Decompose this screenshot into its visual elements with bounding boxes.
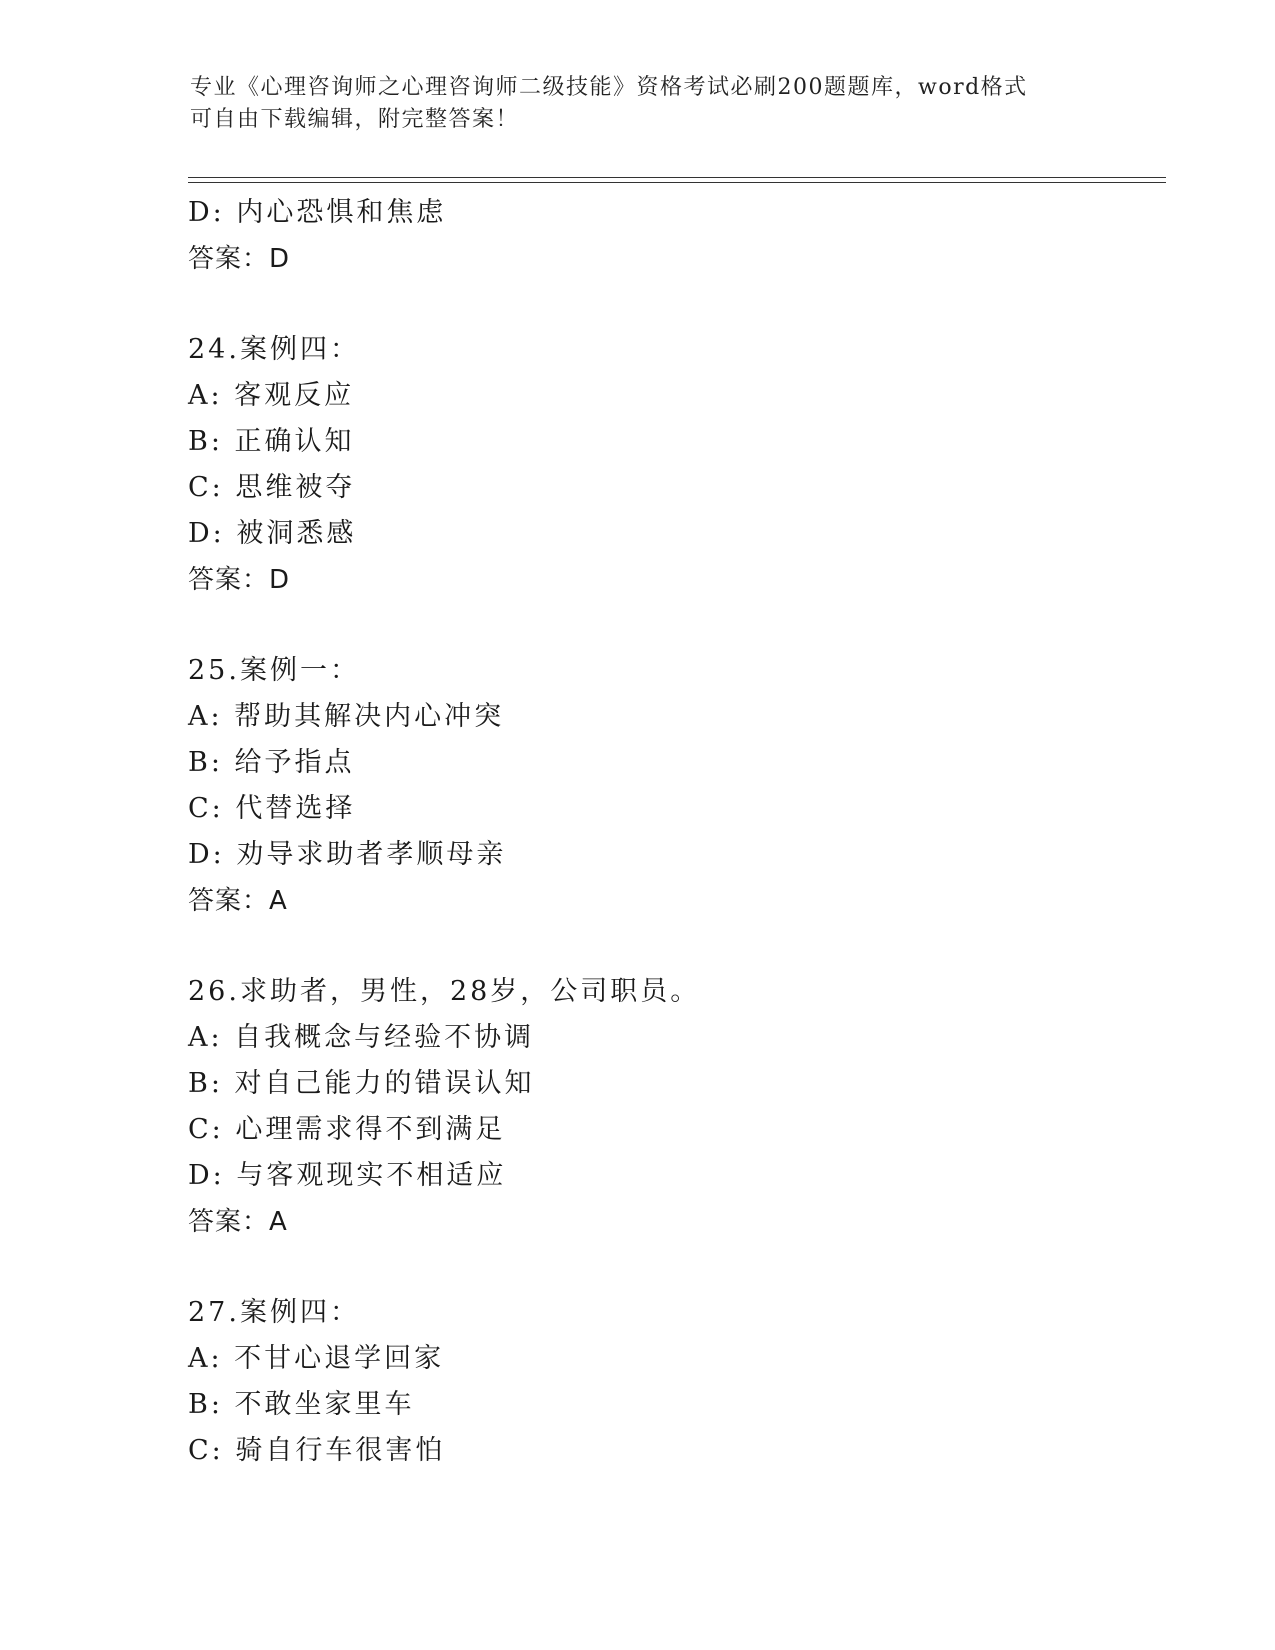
option-c: C: 代替选择 <box>188 793 356 824</box>
option-c: C: 骑自行车很害怕 <box>188 1435 446 1466</box>
option-b: B: 对自己能力的错误认知 <box>188 1068 535 1099</box>
answer-line: 答案：D <box>188 565 291 595</box>
option-b: B: 给予指点 <box>188 747 355 778</box>
header-divider-top <box>188 177 1166 178</box>
option-c: C: 思维被夺 <box>188 472 356 503</box>
option-d: D: 被洞悉感 <box>188 518 357 549</box>
header-divider-bottom <box>188 182 1166 183</box>
question-block <box>188 327 1168 603</box>
option-a: A: 客观反应 <box>188 380 355 411</box>
option-d: D: 劝导求助者孝顺母亲 <box>188 839 507 870</box>
header-line-2: 可自由下载编辑，附完整答案！ <box>190 107 520 132</box>
option-a: A: 自我概念与经验不协调 <box>188 1022 535 1053</box>
answer-line: 答案：A <box>188 1207 288 1237</box>
question-block <box>188 969 1168 1245</box>
question-list <box>188 190 1168 1474</box>
answer-line: 答案：A <box>188 886 288 916</box>
question-stem: 26.求助者，男性，28岁，公司职员。 <box>188 976 701 1007</box>
option-a: A: 不甘心退学回家 <box>188 1343 445 1374</box>
question-stem: 25.案例一： <box>188 655 360 686</box>
option-a: A: 帮助其解决内心冲突 <box>188 701 505 732</box>
document-header <box>190 72 1090 136</box>
option-c: C: 心理需求得不到满足 <box>188 1114 506 1145</box>
question-block <box>188 1290 1168 1474</box>
option-d: D: 与客观现实不相适应 <box>188 1160 507 1191</box>
question-block <box>188 190 1168 282</box>
option-b: B: 正确认知 <box>188 426 355 457</box>
question-stem: 27.案例四： <box>188 1297 360 1328</box>
question-block <box>188 648 1168 924</box>
option-d: D: 内心恐惧和焦虑 <box>188 197 447 228</box>
header-line-1: 专业《心理咨询师之心理咨询师二级技能》资格考试必刷200题题库，word格式 <box>190 75 1028 100</box>
question-stem: 24.案例四： <box>188 334 360 365</box>
answer-line: 答案：D <box>188 244 291 274</box>
option-b: B: 不敢坐家里车 <box>188 1389 415 1420</box>
